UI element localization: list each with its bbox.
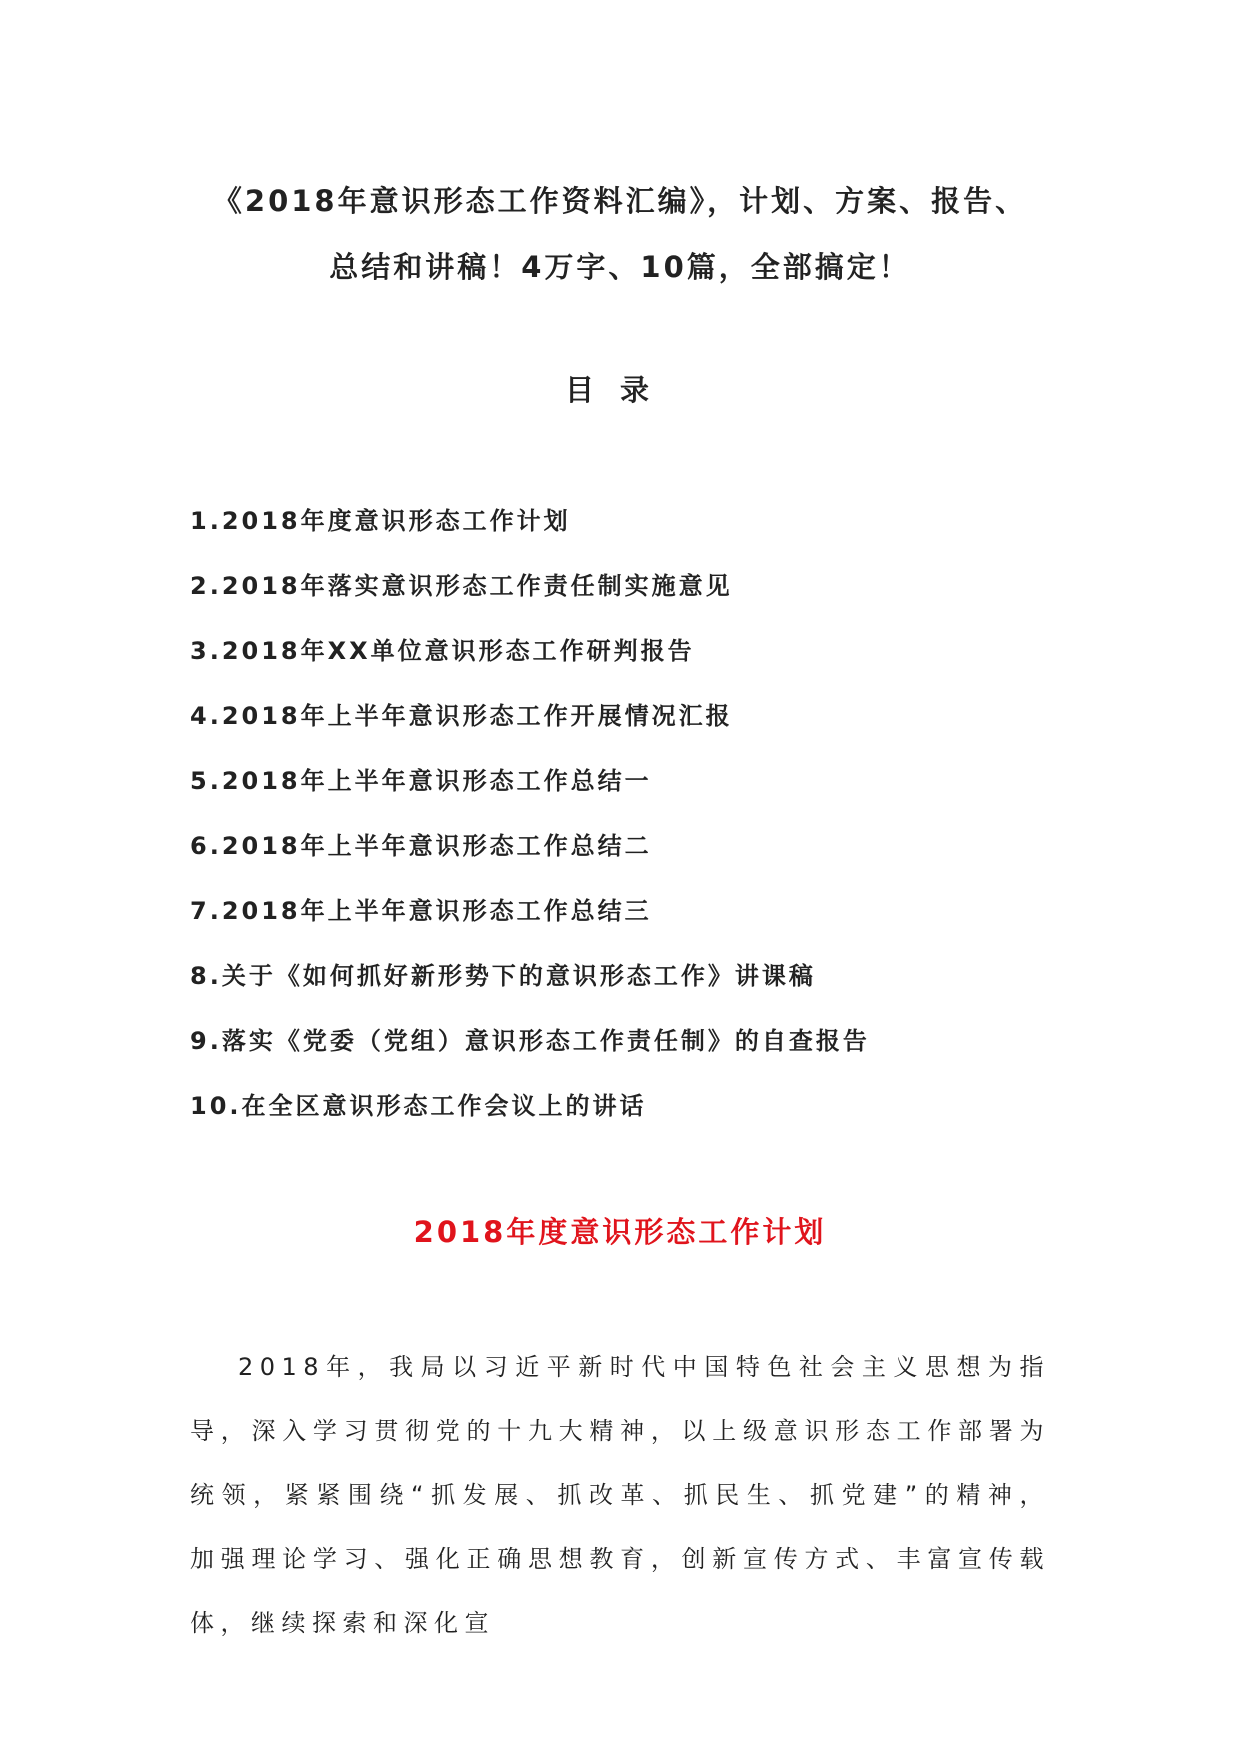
toc-item[interactable]: 3.2018年XX单位意识形态工作研判报告 [190, 637, 695, 665]
toc-item[interactable]: 8.关于《如何抓好新形势下的意识形态工作》讲课稿 [190, 962, 816, 990]
toc-item[interactable]: 10.在全区意识形态工作会议上的讲话 [190, 1092, 647, 1120]
toc-item[interactable]: 4.2018年上半年意识形态工作开展情况汇报 [190, 702, 733, 730]
document-title-line-1: 《2018年意识形态工作资料汇编》，计划、方案、报告、 [212, 184, 1028, 218]
toc-item[interactable]: 2.2018年落实意识形态工作责任制实施意见 [190, 572, 733, 600]
document-title [150, 168, 1090, 300]
toc-item[interactable]: 9.落实《党委（党组）意识形态工作责任制》的自查报告 [190, 1027, 870, 1055]
toc-item[interactable]: 1.2018年度意识形态工作计划 [190, 507, 571, 535]
toc-heading: 目录 [564, 373, 675, 407]
document-title-line-2: 总结和讲稿！4万字、10篇，全部搞定！ [329, 250, 911, 284]
table-of-contents [190, 498, 870, 1148]
toc-item[interactable]: 5.2018年上半年意识形态工作总结一 [190, 767, 652, 795]
body-paragraph: 2018年，我局以习近平新时代中国特色社会主义思想为指导，深入学习贯彻党的十九大精神，以上级意识形态工作部署为统领，紧紧围绕“抓发展、抓改革、抓民生、抓党建”的精神，加强理论学习、强化正确思想教育，创新宣传方式、丰富宣传载体，继续探索和深化宣 [190, 1353, 1050, 1637]
toc-item[interactable]: 7.2018年上半年意识形态工作总结三 [190, 897, 652, 925]
section-title: 2018年度意识形态工作计划 [413, 1215, 827, 1249]
toc-item[interactable]: 6.2018年上半年意识形态工作总结二 [190, 832, 652, 860]
